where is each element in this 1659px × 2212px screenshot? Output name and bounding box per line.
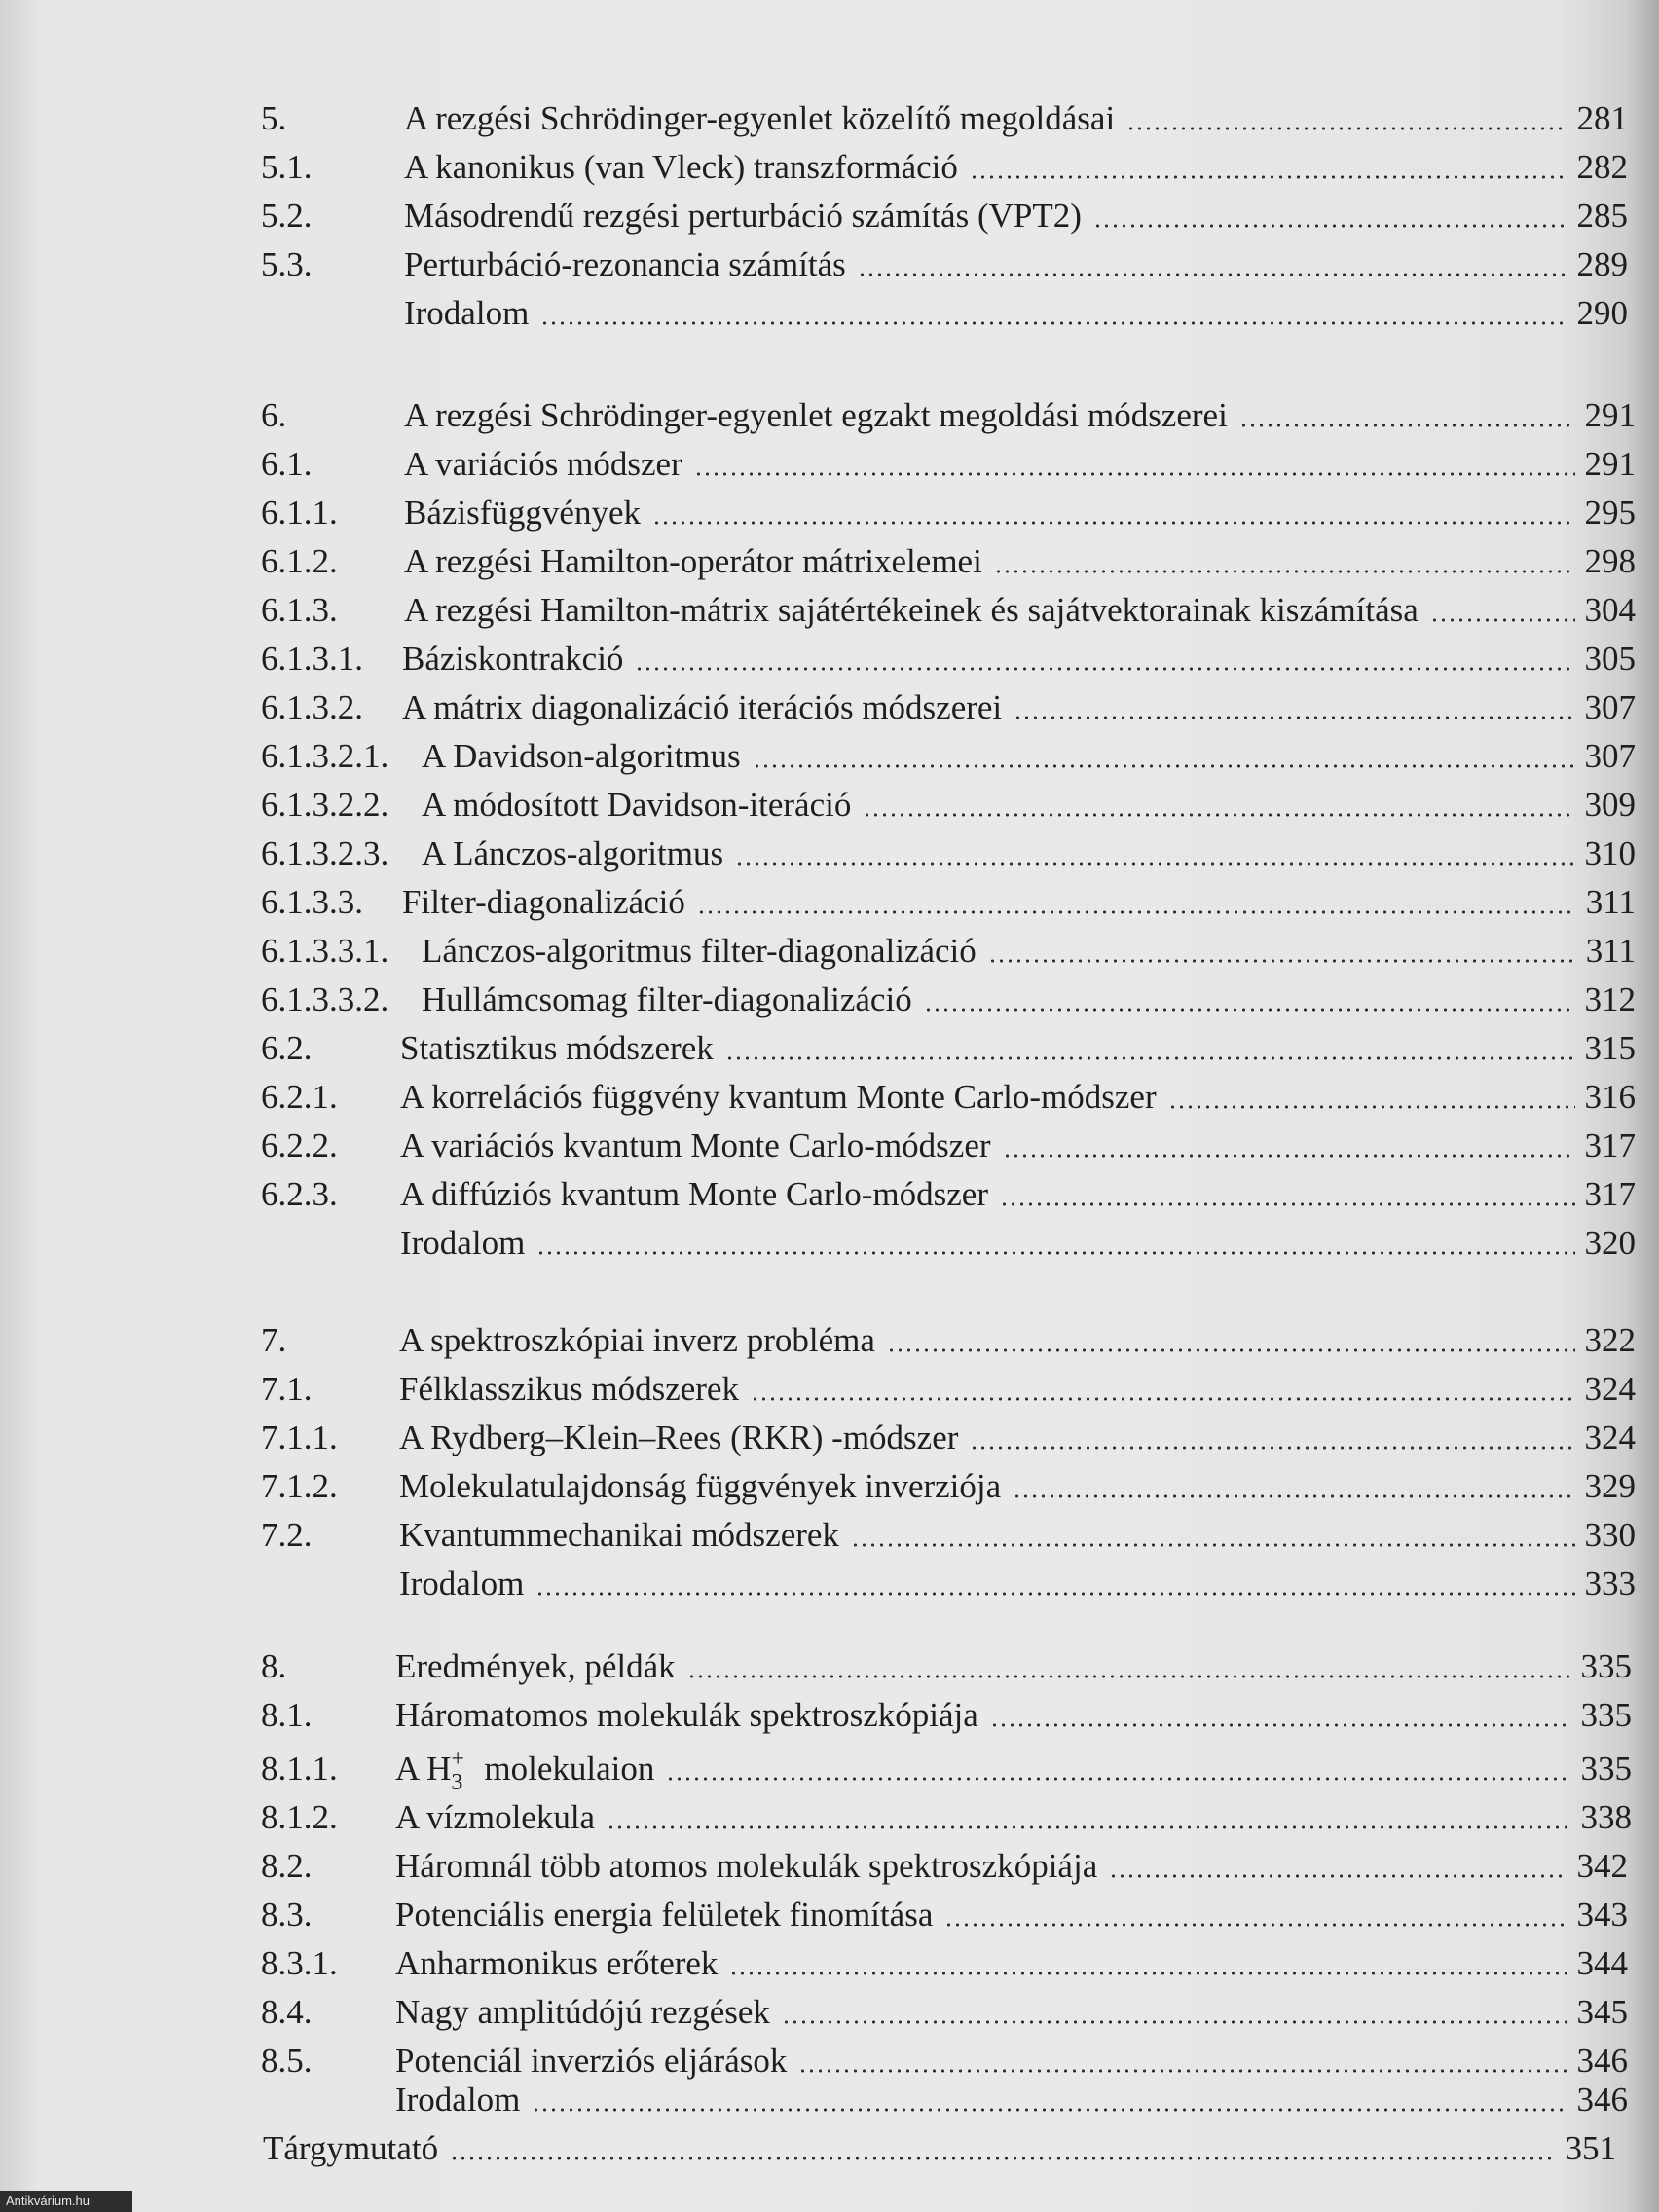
toc-entry <box>0 1645 1659 1688</box>
toc-page-number: 330 <box>1584 1516 1636 1554</box>
toc-entry <box>0 930 1659 973</box>
toc-entry-title: A rezgési Schrödinger-egyenlet egzakt megoldási módszerei <box>404 396 1228 434</box>
toc-entry <box>0 1747 1659 1795</box>
toc-entry-title: Perturbáció-rezonancia számítás <box>404 245 846 283</box>
toc-entry-number: 7.1. <box>261 1370 313 1408</box>
dot-leader <box>697 908 1576 916</box>
toc-page-number: 333 <box>1584 1565 1636 1603</box>
toc-page-number: 282 <box>1576 148 1628 186</box>
toc-entry <box>0 881 1659 924</box>
toc-entry-title: A Davidson-algoritmus <box>422 737 741 775</box>
toc-entry-number: 6.1.3.2. <box>261 688 363 726</box>
toc-page-number: 344 <box>1576 1944 1628 1982</box>
superscript-charge: + <box>451 1747 464 1772</box>
toc-entry-title: Potenciál inverziós eljárások <box>395 2042 788 2080</box>
toc-entry-number: 5.1. <box>261 148 313 186</box>
dot-leader <box>782 2018 1567 2026</box>
dot-leader <box>988 957 1576 965</box>
toc-entry-title: A korrelációs függvény kvantum Monte Carlo-módszer <box>400 1078 1157 1116</box>
toc-entry-title: A mátrix diagonalizáció iterációs módszerei <box>402 688 1003 726</box>
toc-entry-title <box>395 1747 655 1795</box>
toc-entry-title: Eredmények, példák <box>395 1647 676 1685</box>
dot-leader <box>725 1054 1575 1062</box>
dot-leader <box>753 762 1575 770</box>
toc-entry <box>0 97 1659 140</box>
toc-entry <box>0 1694 1659 1737</box>
toc-entry <box>0 1894 1659 1936</box>
toc-entry-title: A Lánczos-algoritmus <box>422 834 724 872</box>
toc-entry <box>0 1076 1659 1119</box>
toc-page-number: 316 <box>1584 1078 1636 1116</box>
title-suffix: molekulaion <box>484 1750 655 1788</box>
toc-entry-title: Félklasszikus módszerek <box>399 1370 739 1408</box>
toc-page-number: 324 <box>1584 1419 1636 1456</box>
toc-entry-number: 6.1. <box>261 445 313 483</box>
dot-leader <box>652 519 1575 527</box>
toc-page-number: 346 <box>1576 2081 1628 2119</box>
toc-entry-title: A rezgési Hamilton-mátrix sajátértékeinek és sajátvektorainak kiszámítása <box>404 591 1419 629</box>
toc-entry-number: 6.1.3.3.1. <box>261 932 389 970</box>
toc-entry <box>0 1124 1659 1167</box>
toc-page-number: 329 <box>1584 1467 1636 1505</box>
toc-entry-title: A vízmolekula <box>395 1798 596 1836</box>
toc-entry-number: 6.1.3.2.1. <box>261 737 389 775</box>
toc-entry <box>0 1845 1659 1888</box>
dot-leader <box>1093 222 1567 230</box>
toc-entry-number: 7.1.2. <box>261 1467 338 1505</box>
toc-page-number: 295 <box>1584 494 1636 532</box>
toc-entry <box>0 243 1659 286</box>
toc-entry-number: 6.1.3.2.3. <box>261 834 389 872</box>
toc-page-number: 338 <box>1580 1798 1632 1836</box>
dot-leader <box>666 1775 1570 1783</box>
dot-leader <box>944 1921 1567 1929</box>
toc-page-number: 311 <box>1585 932 1636 970</box>
toc-entry <box>0 1417 1659 1459</box>
toc-entry-title: Kvantummechanikai módszerek <box>399 1516 839 1554</box>
toc-entry-number: 8.3.1. <box>261 1944 338 1982</box>
toc-page-number: 335 <box>1580 1750 1632 1788</box>
toc-entry-number: 8.5. <box>261 2042 313 2080</box>
toc-page-number: 343 <box>1576 1896 1628 1934</box>
toc-entry-number: 6.1.3.1. <box>261 640 363 678</box>
toc-entry-number: 5.2. <box>261 197 313 235</box>
toc-entry-title: Háromnál több atomos molekulák spektroszkópiája <box>395 1847 1098 1885</box>
toc-entry-title: A kanonikus (van Vleck) transzformáció <box>404 148 958 186</box>
toc-page-number: 324 <box>1584 1370 1636 1408</box>
toc-page-number: 322 <box>1584 1321 1636 1359</box>
toc-entry <box>0 540 1659 583</box>
toc-entry <box>0 686 1659 729</box>
toc-entry-title: Potenciális energia felületek finomítása <box>395 1896 934 1934</box>
dot-leader <box>1000 1200 1575 1208</box>
toc-entry <box>0 443 1659 486</box>
toc-entry <box>0 146 1659 189</box>
toc-page-number: 310 <box>1584 834 1636 872</box>
toc-entry <box>0 1368 1659 1411</box>
toc-page-number: 351 <box>1565 2129 1616 2167</box>
toc-page-number: 305 <box>1584 640 1636 678</box>
dot-leader <box>450 2155 1555 2162</box>
toc-entry-number: 8.4. <box>261 1993 313 2031</box>
toc-entry-number: 5.3. <box>261 245 313 283</box>
toc-entry-number: 8. <box>261 1647 287 1685</box>
toc-page-number: 290 <box>1576 294 1628 332</box>
toc-entry-number: 8.3. <box>261 1896 313 1934</box>
toc-entry <box>0 1796 1659 1839</box>
toc-entry-title: Molekulatulajdonság függvények inverziója <box>399 1467 1002 1505</box>
toc-entry-title: Bázisfüggvények <box>404 494 641 532</box>
dot-leader <box>798 2067 1567 2075</box>
toc-entry <box>0 1465 1659 1508</box>
subscript-index: 3 <box>451 1770 463 1795</box>
dot-leader <box>1430 616 1575 624</box>
toc-page-number: 346 <box>1576 2042 1628 2080</box>
toc-entry-number: 5. <box>261 99 287 137</box>
toc-entry-title: A rezgési Hamilton-operátor mátrixelemei <box>404 542 982 580</box>
toc-entry-number: 6.1.3.2.2. <box>261 786 389 824</box>
toc-entry-number: 6.1.3.3. <box>261 883 363 921</box>
dot-leader <box>751 1395 1575 1403</box>
toc-entry <box>0 394 1659 437</box>
toc-page-number: 307 <box>1584 688 1636 726</box>
toc-page-number: 304 <box>1584 591 1636 629</box>
toc-entry-number: 8.1.2. <box>261 1798 338 1836</box>
toc-entry <box>0 638 1659 681</box>
dot-leader <box>858 271 1567 278</box>
toc-page-number: 291 <box>1584 445 1636 483</box>
toc-entry <box>0 735 1659 778</box>
toc-entry-title: Nagy amplitúdójú rezgések <box>395 1993 770 2031</box>
dot-leader <box>687 1673 1571 1680</box>
dot-leader <box>532 2106 1567 2114</box>
toc-page-number: 317 <box>1584 1175 1636 1213</box>
toc-entry-title: A Rydberg–Klein–Rees (RKR) -módszer <box>399 1419 959 1456</box>
toc-entry-title: Lánczos-algoritmus filter-diagonalizáció <box>422 932 977 970</box>
toc-entry-title: Háromatomos molekulák spektroszkópiája <box>395 1696 978 1734</box>
toc-entry-title: A rezgési Schrödinger-egyenlet közelítő megoldásai <box>404 99 1116 137</box>
toc-page-number: 320 <box>1584 1224 1636 1262</box>
dot-leader <box>990 1721 1571 1729</box>
toc-entry-title: Báziskontrakció <box>402 640 624 678</box>
dot-leader <box>735 860 1574 867</box>
dot-leader <box>970 173 1567 181</box>
toc-entry <box>0 492 1659 535</box>
toc-entry <box>0 1563 1659 1605</box>
toc-entry-number: 7.1.1. <box>261 1419 338 1456</box>
toc-entry-number: 6.2.1. <box>261 1078 338 1116</box>
toc-entry-title: A spektroszkópiai inverz probléma <box>399 1321 875 1359</box>
toc-entry-number: 6.2.2. <box>261 1126 338 1164</box>
toc-entry-number: 7. <box>261 1321 287 1359</box>
toc-entry <box>0 1027 1659 1070</box>
toc-entry <box>0 2079 1659 2121</box>
dot-leader <box>535 1590 1574 1598</box>
toc-entry <box>0 1991 1659 2034</box>
toc-page-number: 291 <box>1584 396 1636 434</box>
toc-entry-title: A variációs kvantum Monte Carlo-módszer <box>400 1126 991 1164</box>
toc-entry-number: 8.1.1. <box>261 1750 338 1788</box>
watermark: Antikvárium.hu <box>0 2191 132 2212</box>
toc-entry <box>0 1222 1659 1265</box>
dot-leader <box>607 1824 1570 1831</box>
dot-leader <box>994 568 1575 575</box>
toc-entry <box>0 2040 1659 2083</box>
toc-entry-number: 6. <box>261 396 287 434</box>
dot-leader <box>540 319 1567 327</box>
toc-entry-number: 6.1.2. <box>261 542 338 580</box>
dot-leader <box>729 1970 1567 1977</box>
toc-entry-title: Irodalom <box>395 2081 521 2119</box>
toc-entry <box>0 2127 1659 2170</box>
toc-entry <box>0 292 1659 335</box>
dot-leader <box>536 1249 1574 1257</box>
toc-entry-title: Statisztikus módszerek <box>400 1029 714 1067</box>
toc-page-number: 281 <box>1576 99 1628 137</box>
toc-entry-number: 6.1.3. <box>261 591 338 629</box>
toc-entry-title: Irodalom <box>400 1224 526 1262</box>
toc-entry-title: Másodrendű rezgési perturbáció számítás (VPT2) <box>404 197 1082 235</box>
toc-page-number: 342 <box>1576 1847 1628 1885</box>
dot-leader <box>863 811 1574 819</box>
toc-page-number: 298 <box>1584 542 1636 580</box>
toc-entry-number: 6.2.3. <box>261 1175 338 1213</box>
dot-leader <box>1239 422 1575 429</box>
toc-entry-title: Hullámcsomag filter-diagonalizáció <box>422 980 912 1018</box>
toc-entry <box>0 784 1659 827</box>
toc-page-number: 285 <box>1576 197 1628 235</box>
toc-page-number: 335 <box>1580 1647 1632 1685</box>
dot-leader <box>1168 1103 1575 1111</box>
dot-leader <box>887 1346 1575 1354</box>
dot-leader <box>1014 714 1574 721</box>
toc-entry-title: Filter-diagonalizáció <box>402 883 685 921</box>
toc-entry <box>0 1942 1659 1985</box>
toc-entry-number: 6.2. <box>261 1029 313 1067</box>
toc-entry <box>0 1514 1659 1557</box>
toc-entry-number: 7.2. <box>261 1516 313 1554</box>
toc-page-number: 309 <box>1584 786 1636 824</box>
toc-entry-title: Irodalom <box>404 294 530 332</box>
title-prefix: A H <box>395 1750 452 1788</box>
toc-page-number: 312 <box>1584 980 1636 1018</box>
dot-leader <box>1013 1493 1574 1500</box>
toc-page-number: 307 <box>1584 737 1636 775</box>
dot-leader <box>851 1541 1575 1549</box>
toc-entry <box>0 1173 1659 1216</box>
toc-page-number: 345 <box>1576 1993 1628 2031</box>
toc-page-number: 289 <box>1576 245 1628 283</box>
toc-entry-title: A variációs módszer <box>404 445 682 483</box>
toc-entry-title: Anharmonikus erőterek <box>395 1944 719 1982</box>
toc-page-number: 311 <box>1585 883 1636 921</box>
dot-leader <box>924 1006 1575 1014</box>
toc-entry-title: A diffúziós kvantum Monte Carlo-módszer <box>400 1175 988 1213</box>
toc-page-number: 317 <box>1584 1126 1636 1164</box>
toc-entry-title: Tárgymutató <box>263 2129 439 2167</box>
dot-leader <box>1003 1152 1575 1160</box>
toc-entry <box>0 832 1659 875</box>
toc-entry <box>0 589 1659 632</box>
toc-entry <box>0 978 1659 1021</box>
dot-leader <box>970 1444 1574 1452</box>
toc-entry <box>0 1319 1659 1362</box>
toc-entry-number: 8.2. <box>261 1847 313 1885</box>
dot-leader <box>694 470 1575 478</box>
dot-leader <box>635 665 1574 673</box>
ion-charge-index <box>451 1747 472 1795</box>
toc-entry-title: A módosított Davidson-iteráció <box>422 786 852 824</box>
toc-entry <box>0 195 1659 238</box>
dot-leader <box>1126 125 1567 132</box>
toc-entry-number: 6.1.1. <box>261 494 338 532</box>
toc-entry-number: 8.1. <box>261 1696 313 1734</box>
toc-entry-number: 6.1.3.3.2. <box>261 980 389 1018</box>
dot-leader <box>1109 1872 1567 1880</box>
toc-page-number: 315 <box>1584 1029 1636 1067</box>
toc-page-number: 335 <box>1580 1696 1632 1734</box>
toc-entry-title: Irodalom <box>399 1565 525 1603</box>
